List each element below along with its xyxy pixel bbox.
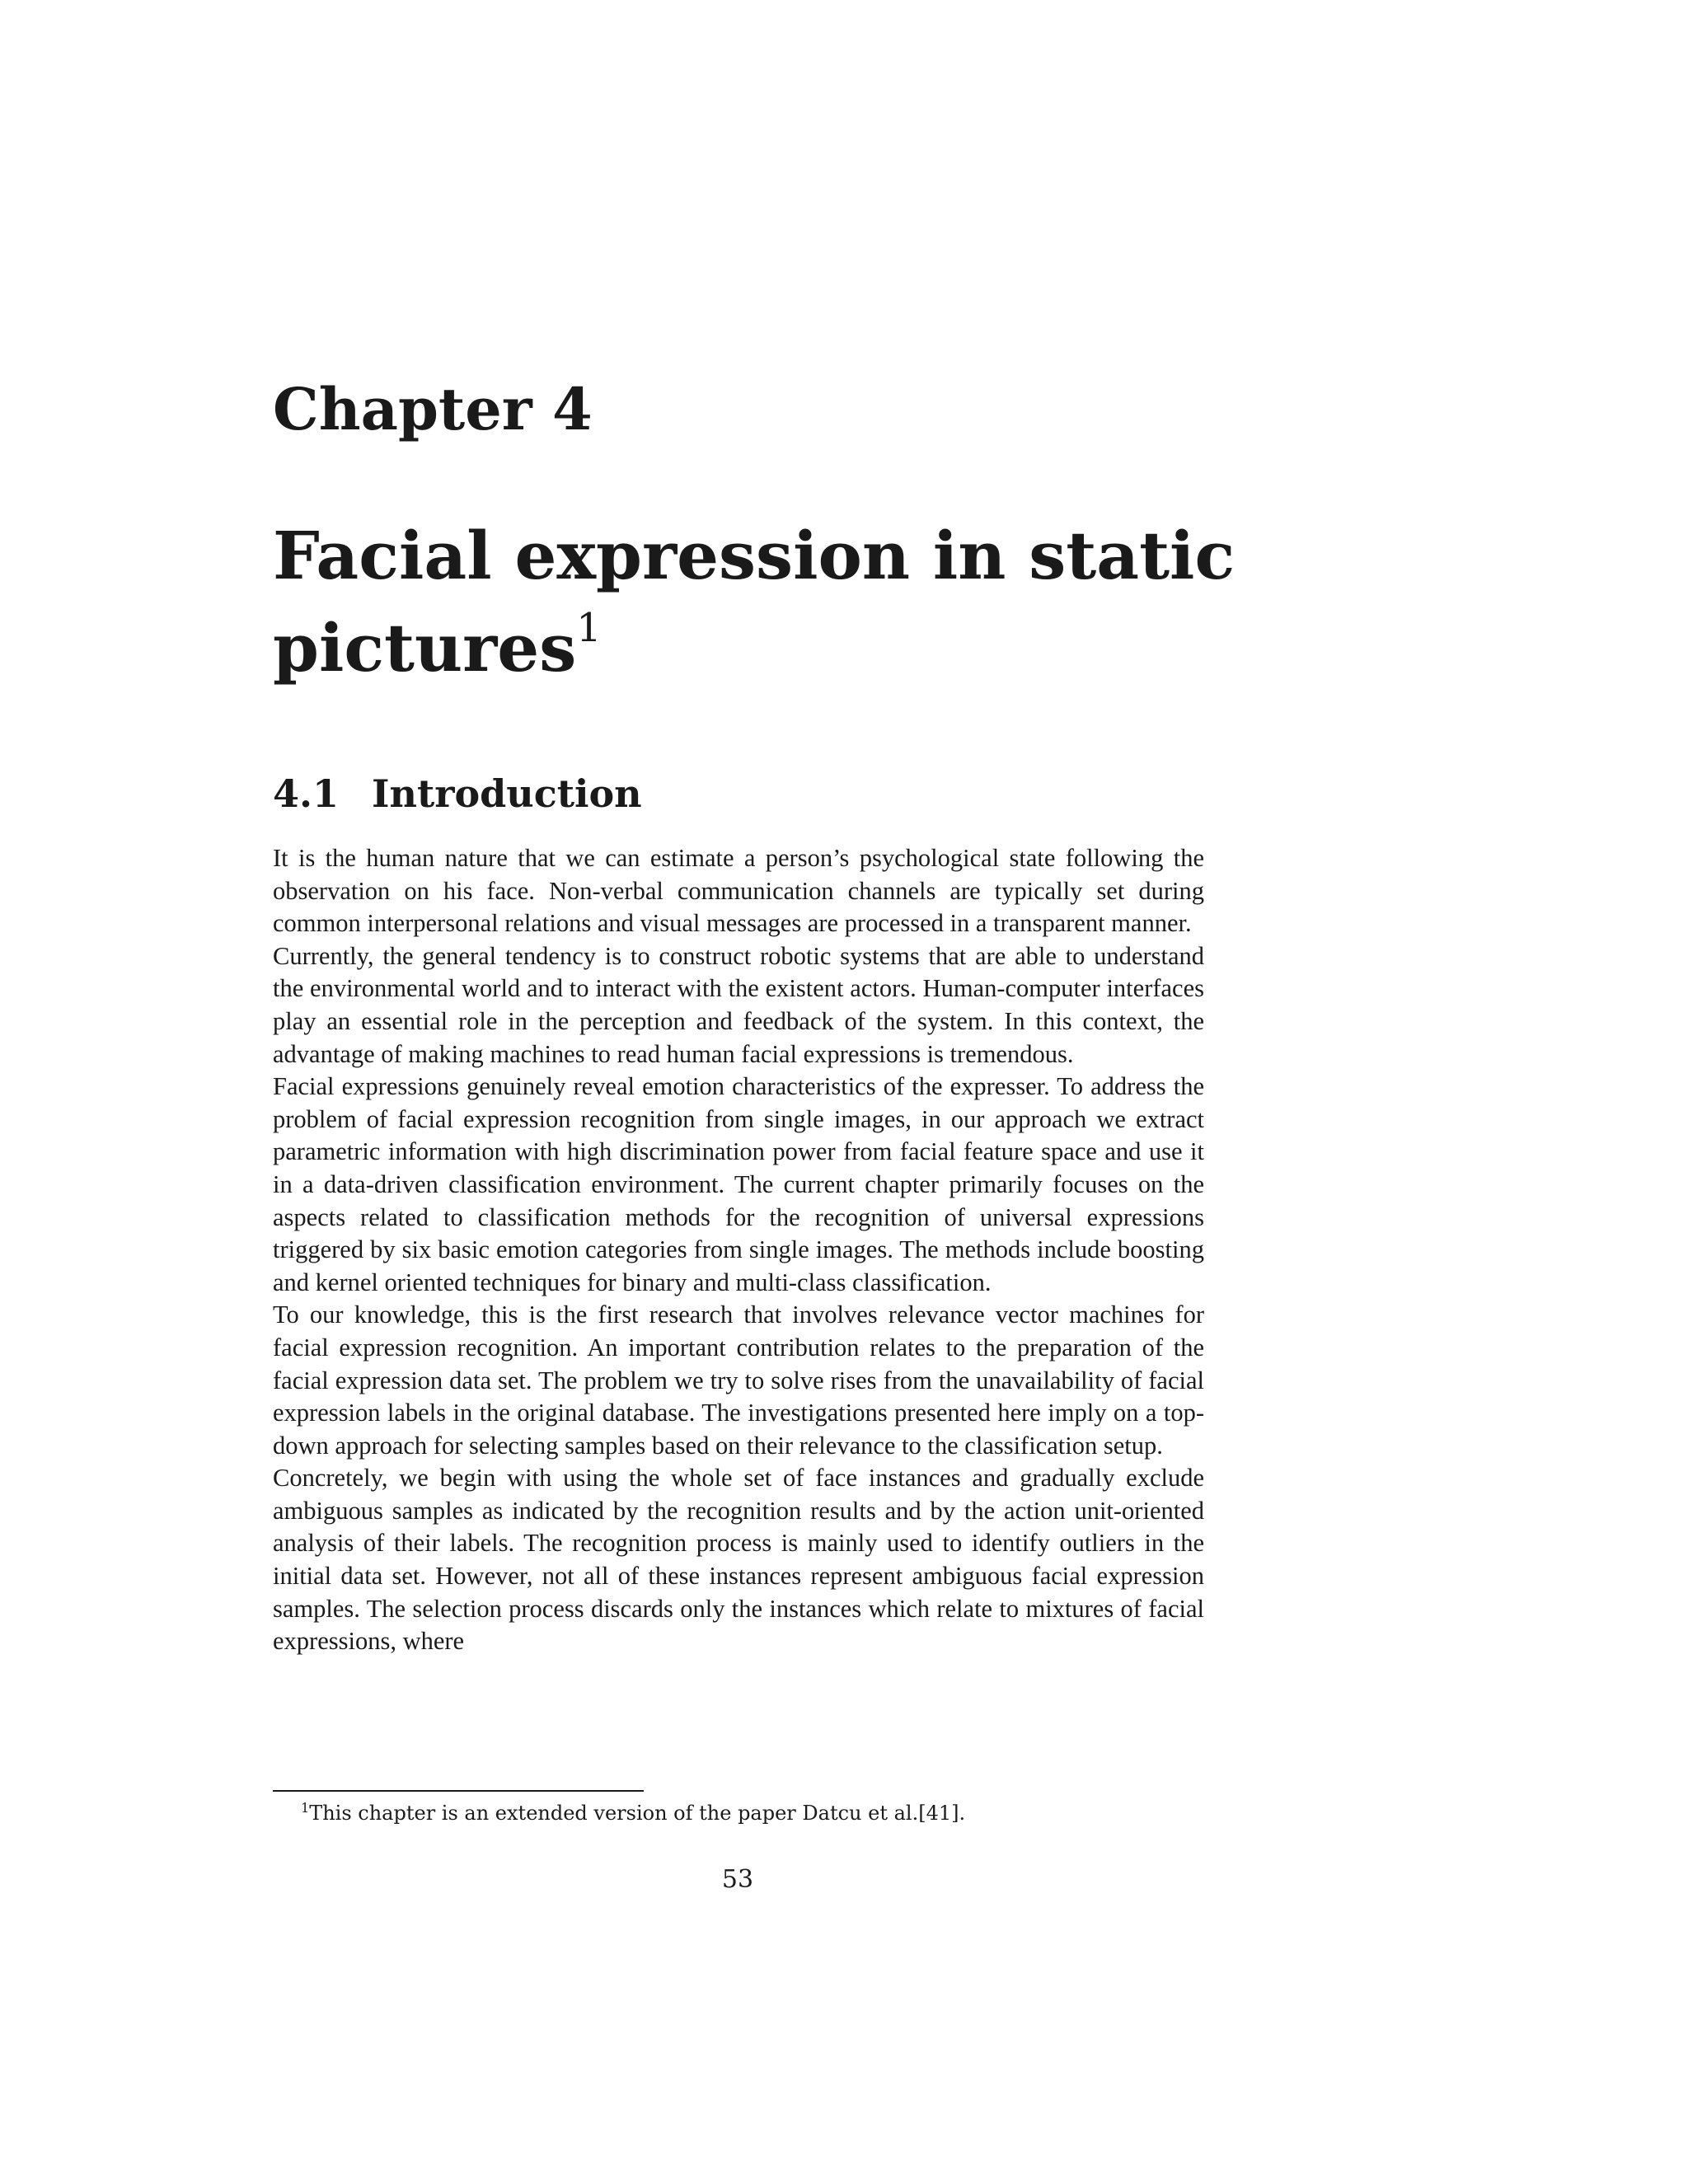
paragraph: Facial expressions genuinely reveal emotion characteristics of the expresser. To address the problem of facial expression recognition from single images, in our approach we extract parametric information with high discrimination power from facial feature space and use it in a data-driven classification environment. The current chapter primarily focuses on the aspects related to classification methods for the recognition of universal expressions triggered by six basic emotion categories from single images. The methods include boosting and kernel oriented techniques for binary and multi-class classification.	[273, 1072, 1204, 1296]
section-title: Introduction	[372, 771, 642, 816]
paragraph: It is the human nature that we can estimate a person’s psychological state following the observation on his face. Non-verbal communication channels are typically set during common interpersonal relations and visual messages are processed in a transparent manner.	[273, 844, 1204, 938]
chapter-title-footnote-mark: 1	[576, 605, 602, 651]
paragraph: To our knowledge, this is the first research that involves relevance vector machines for facial expression recognition. An important contribution relates to the preparation of the facial expression data set. The problem we try to solve rises from the unavailability of facial expression labels in the original database. The investigations presented here imply on a top-down approach for selecting samples based on their relevance to the classification setup.	[273, 1301, 1204, 1460]
paragraph: Currently, the general tendency is to construct robotic systems that are able to understand the environmental world and to interact with the existent actors. Human-computer interfaces play an essential role in the perception and feedback of the system. In this context, the advantage of making machines to read human facial expressions is tremendous.	[273, 941, 1204, 1068]
page-number: 53	[721, 1865, 754, 1894]
body-text	[273, 842, 1204, 1658]
chapter-label: Chapter 4	[273, 375, 593, 443]
section-number: 4.1	[273, 771, 340, 816]
footnote-divider	[273, 1790, 644, 1792]
chapter-title-text: Facial expression in static pictures	[273, 517, 1236, 687]
footnote-mark: 1	[301, 1800, 310, 1816]
chapter-title	[273, 509, 1262, 694]
section-heading	[273, 771, 642, 816]
footnote	[301, 1802, 965, 1825]
footnote-text: This chapter is an extended version of the paper Datcu et al.[41].	[309, 1802, 966, 1825]
paragraph: Concretely, we begin with using the whole set of face instances and gradually exclude ambiguous samples as indicated by the recognition results and by the action unit-oriented analysis of their labels. The recognition process is mainly used to identify outliers in the initial data set. However, not all of these instances represent ambiguous facial expression samples. The selection process discards only the instances which relate to mixtures of facial expressions, where	[273, 1464, 1204, 1656]
